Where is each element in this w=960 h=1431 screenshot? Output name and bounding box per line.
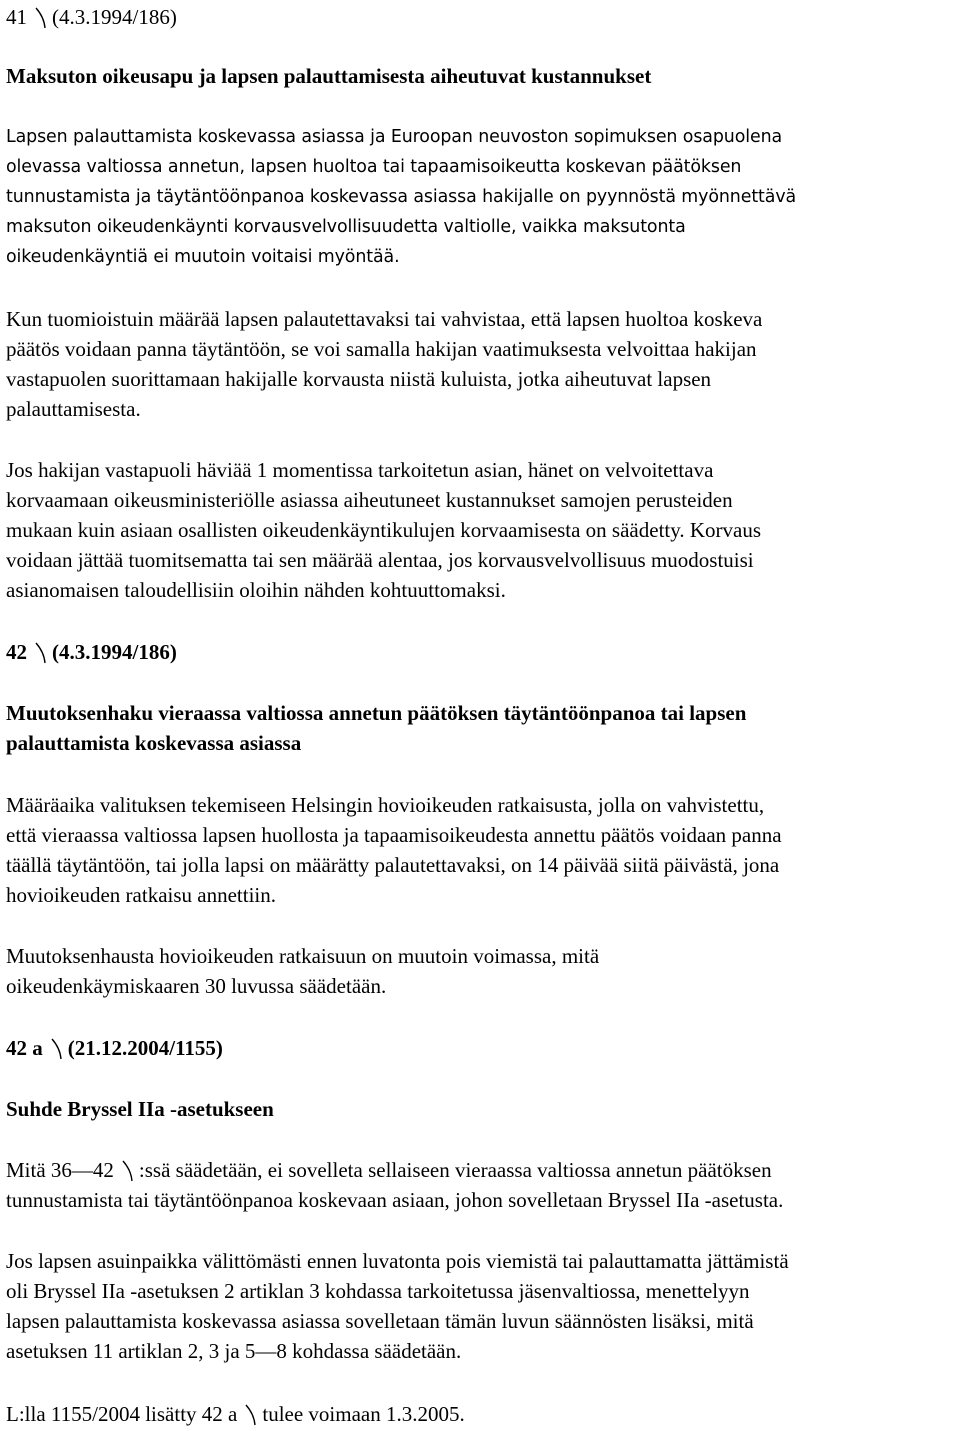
paragraph-line: voidaan jättää tuomitsematta tai sen määrää alentaa, jos korvausvelvollisuus muodostuisi bbox=[6, 548, 754, 572]
section-number: 42 a bbox=[6, 1036, 43, 1060]
paragraph-line: Jos hakijan vastapuoli häviää 1 momentissa tarkoitetun asian, hänet on velvoitettava bbox=[6, 458, 714, 482]
section-number: 41 bbox=[6, 5, 27, 29]
paragraph-line: Jos lapsen asuinpaikka välittömästi ennen luvatonta pois viemistä tai palauttamatta jättämistä bbox=[6, 1249, 789, 1273]
paragraph-line: maksuton oikeudenkäynti korvausvelvollisuudetta valtiolle, vaikka maksutonta bbox=[6, 217, 686, 237]
section-sign-icon bbox=[32, 641, 49, 665]
paragraph-line: hovioikeuden ratkaisu annettiin. bbox=[6, 883, 277, 907]
section-42-heading bbox=[6, 639, 177, 665]
section-sign-icon bbox=[242, 1403, 259, 1427]
paragraph-line: että vieraassa valtiossa lapsen huollosta ja tapaamisoikeudesta annettu päätös voidaan panna bbox=[6, 823, 782, 847]
amendment-footer bbox=[6, 1401, 465, 1427]
paragraph-text: :ssä säädetään, ei sovelleta sellaiseen vieraassa valtiossa annetun päätöksen bbox=[138, 1158, 772, 1182]
section-sign-icon bbox=[119, 1159, 136, 1183]
paragraph-line: Muutoksenhausta hovioikeuden ratkaisuun on muutoin voimassa, mitä bbox=[6, 944, 600, 968]
section-sign-icon bbox=[32, 6, 49, 30]
paragraph-line: oli Bryssel IIa -asetuksen 2 artiklan 3 kohdassa tarkoitetussa jäsenvaltiossa, menettelyyn bbox=[6, 1279, 750, 1303]
paragraph-line: päätös voidaan panna täytäntöön, se voi samalla hakijan vaatimuksesta velvoittaa hakijan bbox=[6, 337, 757, 361]
paragraph-line: oikeudenkäymiskaaren 30 luvussa säädetään. bbox=[6, 974, 387, 998]
paragraph-line: palauttamisesta. bbox=[6, 397, 141, 421]
paragraph-line: asetuksen 11 artiklan 2, 3 ja 5—8 kohdassa säädetään. bbox=[6, 1339, 462, 1363]
paragraph-line: täällä täytäntöön, tai jolla lapsi on määrätty palautettavaksi, on 14 päivää siitä päivästä, jona bbox=[6, 853, 780, 877]
section-42a-title: Suhde Bryssel IIa -asetukseen bbox=[6, 1097, 274, 1121]
paragraph-line bbox=[6, 1157, 772, 1183]
paragraph-line: korvaamaan oikeusministeriölle asiassa aiheutuneet kustannukset samojen perusteiden bbox=[6, 488, 733, 512]
amendment-reference: (4.3.1994/186) bbox=[52, 5, 177, 29]
section-41-heading bbox=[6, 4, 177, 30]
paragraph-line: Lapsen palauttamista koskevassa asiassa ja Euroopan neuvoston sopimuksen osapuolena bbox=[6, 127, 783, 147]
paragraph-text: Mitä 36—42 bbox=[6, 1158, 114, 1182]
paragraph-line: Määräaika valituksen tekemiseen Helsingin hovioikeuden ratkaisusta, jolla on vahvistettu, bbox=[6, 793, 765, 817]
paragraph-line: lapsen palauttamista koskevassa asiassa sovelletaan tämän luvun säännösten lisäksi, mitä bbox=[6, 1309, 754, 1333]
paragraph-line: asianomaisen taloudellisiin oloihin nähden kohtuuttomaksi. bbox=[6, 578, 506, 602]
section-41-title: Maksuton oikeusapu ja lapsen palauttamisesta aiheutuvat kustannukset bbox=[6, 64, 652, 88]
amendment-reference: (4.3.1994/186) bbox=[52, 640, 177, 664]
paragraph-line: oikeudenkäyntiä ei muutoin voitaisi myöntää. bbox=[6, 247, 400, 267]
section-42-title: Muutoksenhaku vieraassa valtiossa annetun päätöksen täytäntöönpanoa tai lapsen bbox=[6, 701, 747, 725]
paragraph-line: Kun tuomioistuin määrää lapsen palautettavaksi tai vahvistaa, että lapsen huoltoa koskeva bbox=[6, 307, 763, 331]
amendment-reference: (21.12.2004/1155) bbox=[67, 1036, 223, 1060]
paragraph-line: tunnustamista ja täytäntöönpanoa koskevassa asiassa hakijalle on pyynnöstä myönnettävä bbox=[6, 187, 797, 207]
footer-text: L:lla 1155/2004 lisätty 42 a bbox=[6, 1402, 238, 1426]
footer-text: tulee voimaan 1.3.2005. bbox=[262, 1402, 465, 1426]
paragraph-line: mukaan kuin asiaan osallisten oikeudenkäyntikulujen korvaamisesta on säädetty. Korvaus bbox=[6, 518, 762, 542]
paragraph-line: tunnustamista tai täytäntöönpanoa koskevaan asiaan, johon sovelletaan Bryssel IIa -asetusta. bbox=[6, 1188, 784, 1212]
paragraph-line: olevassa valtiossa annetun, lapsen huoltoa tai tapaamisoikeutta koskevan päätöksen bbox=[6, 157, 742, 177]
section-number: 42 bbox=[6, 640, 27, 664]
section-42-title: palauttamista koskevassa asiassa bbox=[6, 731, 302, 755]
section-42a-heading bbox=[6, 1035, 223, 1061]
paragraph-line: vastapuolen suorittamaan hakijalle korvausta niistä kuluista, jotka aiheutuvat lapsen bbox=[6, 367, 712, 391]
section-sign-icon bbox=[48, 1037, 65, 1061]
